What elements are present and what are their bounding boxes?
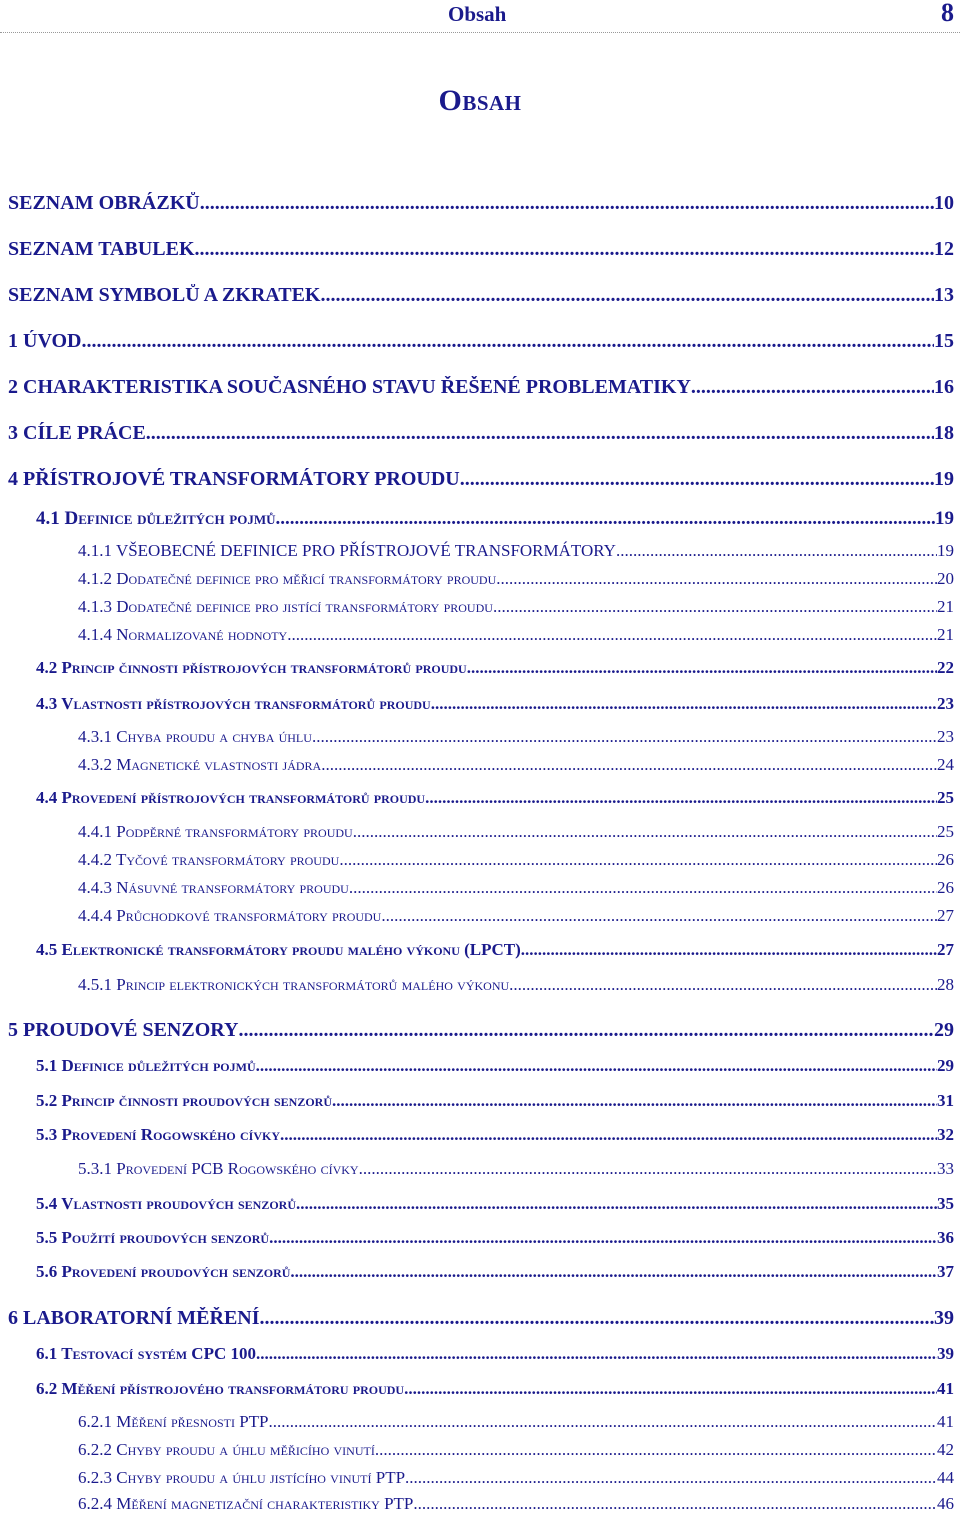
- toc-leader: [332, 1091, 937, 1111]
- toc-entry[interactable]: [36, 694, 954, 714]
- toc-entry[interactable]: [8, 1307, 954, 1330]
- toc-entry-label: 4.4.4 Průchodkové transformátory proudu: [78, 906, 382, 925]
- toc-entry-page: 39: [934, 1307, 954, 1329]
- toc-entry[interactable]: [36, 1344, 954, 1364]
- toc-entry-label: 5.6 Provedení proudových senzorů: [36, 1262, 291, 1281]
- toc-entry-page: 18: [934, 422, 954, 444]
- toc-entry[interactable]: [8, 238, 954, 261]
- toc-leader: [238, 1019, 934, 1042]
- toc-entry[interactable]: [36, 1125, 954, 1145]
- toc-entry-label: 5.3.1 Provedení PCB Rogowského cívky: [78, 1159, 359, 1178]
- toc-entry-label: 6.2.2 Chyby proudu a úhlu měřicího vinutí: [78, 1440, 375, 1459]
- toc-entry[interactable]: [8, 422, 954, 445]
- toc-entry[interactable]: [8, 1019, 954, 1042]
- toc-entry-label: 6.2.3 Chyby proudu a úhlu jistícího vinutí PTP: [78, 1468, 406, 1487]
- toc-entry-label: 3 CÍLE PRÁCE: [8, 422, 146, 444]
- toc-entry[interactable]: [78, 1468, 954, 1488]
- toc-entry-page: 37: [937, 1262, 954, 1281]
- toc-entry-label: 4.3.1 Chyba proudu a chyba úhlu: [78, 727, 312, 746]
- toc-entry-label: SEZNAM OBRÁZKŮ: [8, 192, 200, 214]
- toc-entry-page: 16: [934, 376, 954, 398]
- toc-entry-label: 4.4 Provedení přístrojových transformátorů proudu: [36, 788, 426, 807]
- toc-entry[interactable]: [78, 878, 954, 898]
- toc-entry-label: 4.2 Princip činnosti přístrojových transformátorů proudu: [36, 658, 467, 677]
- toc-entry-label: 5.3 Provedení Rogowského cívky: [36, 1125, 281, 1144]
- toc-leader: [404, 1379, 937, 1399]
- toc-leader: [321, 755, 937, 775]
- toc-entry-label: SEZNAM TABULEK: [8, 238, 195, 260]
- toc-entry-label: 4.5.1 Princip elektronických transformátorů malého výkonu: [78, 975, 510, 994]
- toc-entry[interactable]: [36, 658, 954, 678]
- toc-entry-label: 5.4 Vlastnosti proudových senzorů: [36, 1194, 297, 1213]
- toc-entry[interactable]: [78, 1412, 954, 1432]
- toc-entry[interactable]: [78, 975, 954, 995]
- toc-leader: [290, 1262, 937, 1282]
- toc-entry-page: 31: [937, 1091, 954, 1110]
- toc-entry-page: 35: [937, 1194, 954, 1213]
- toc-leader: [320, 284, 934, 307]
- toc-leader: [287, 625, 937, 645]
- page-number: 8: [941, 0, 954, 27]
- toc-entry-page: 29: [934, 1019, 954, 1041]
- toc-entry-page: 20: [937, 569, 954, 588]
- toc-entry-label: 5.1 Definice důležitých pojmů: [36, 1056, 256, 1075]
- toc-entry-page: 23: [937, 727, 954, 746]
- toc-entry-page: 13: [934, 284, 954, 306]
- toc-entry-label: 1 ÚVOD: [8, 330, 82, 352]
- toc-entry[interactable]: [78, 597, 954, 617]
- toc-leader: [353, 822, 937, 842]
- toc-entry-label: 4.1.1 VŠEOBECNÉ DEFINICE PRO PŘÍSTROJOVÉ TRANSFORMÁTORY: [78, 541, 616, 560]
- toc-entry[interactable]: [36, 940, 954, 960]
- toc-entry-page: 39: [937, 1344, 954, 1363]
- toc-leader: [260, 1307, 934, 1330]
- toc-entry-page: 15: [934, 330, 954, 352]
- toc-leader: [339, 850, 937, 870]
- toc-entry[interactable]: [78, 1440, 954, 1460]
- toc-leader: [405, 1468, 937, 1488]
- toc-entry[interactable]: [78, 822, 954, 842]
- toc-entry[interactable]: [78, 1159, 954, 1179]
- toc-entry-page: 32: [937, 1125, 954, 1144]
- toc-entry[interactable]: [36, 1379, 954, 1399]
- toc-entry-label: 4.1 Definice důležitých pojmů: [36, 508, 276, 529]
- toc-leader: [375, 1440, 937, 1460]
- toc-entry-page: 36: [937, 1228, 954, 1247]
- toc-entry-page: 19: [937, 541, 954, 560]
- toc-entry-label: 4.1.4 Normalizované hodnoty: [78, 625, 288, 644]
- page-title: Obsah: [438, 84, 522, 117]
- toc-leader: [496, 569, 937, 589]
- toc-leader: [359, 1159, 937, 1179]
- toc-entry[interactable]: [78, 727, 954, 747]
- toc-entry-label: 4.3 Vlastnosti přístrojových transformátorů proudu: [36, 694, 431, 713]
- toc-entry-label: 5.5 Použití proudových senzorů: [36, 1228, 270, 1247]
- toc-entry-page: 22: [937, 658, 954, 677]
- toc-entry[interactable]: [36, 1056, 954, 1076]
- toc-entry[interactable]: [78, 1494, 954, 1514]
- toc-entry[interactable]: [36, 788, 954, 808]
- toc-entry-label: 4.5 Elektronické transformátory proudu malého výkonu (LPCT): [36, 940, 521, 959]
- toc-entry-page: 25: [937, 788, 954, 807]
- toc-leader: [493, 597, 937, 617]
- toc-entry[interactable]: [36, 508, 954, 530]
- toc-entry-label: 5 PROUDOVÉ SENZORY: [8, 1019, 239, 1041]
- toc-entry-label: 4.4.2 Tyčové transformátory proudu: [78, 850, 340, 869]
- toc-entry-page: 23: [937, 694, 954, 713]
- toc-entry-page: 12: [934, 238, 954, 260]
- toc-entry[interactable]: [78, 906, 954, 926]
- toc-entry[interactable]: [8, 192, 954, 215]
- page-header: [0, 0, 960, 34]
- toc-entry-label: 4.3.2 Magnetické vlastnosti jádra: [78, 755, 322, 774]
- toc-entry[interactable]: [36, 1091, 954, 1111]
- toc-entry-page: 21: [937, 625, 954, 644]
- toc-leader: [467, 658, 937, 678]
- toc-entry-label: 4 PŘÍSTROJOVÉ TRANSFORMÁTORY PROUDU: [8, 468, 460, 490]
- toc-entry-label: 2 CHARAKTERISTIKA SOUČASNÉHO STAVU ŘEŠENÉ PROBLEMATIKY: [8, 376, 691, 398]
- toc-entry-label: 4.4.1 Podpěrné transformátory proudu: [78, 822, 353, 841]
- toc-entry-label: 5.2 Princip činnosti proudových senzorů: [36, 1091, 332, 1110]
- toc-entry-page: 41: [937, 1412, 954, 1431]
- toc-entry-label: SEZNAM SYMBOLŮ A ZKRATEK: [8, 284, 321, 306]
- toc-entry-label: 6.2 Měření přístrojového transformátoru proudu: [36, 1379, 405, 1398]
- toc-leader: [349, 878, 937, 898]
- toc-entry-page: 46: [937, 1494, 954, 1513]
- toc-entry[interactable]: [36, 1228, 954, 1248]
- toc-leader: [296, 1194, 937, 1214]
- running-title: Obsah: [448, 2, 507, 26]
- toc-entry[interactable]: [78, 541, 954, 561]
- toc-entry-page: 42: [937, 1440, 954, 1459]
- toc-leader: [521, 940, 937, 960]
- toc-leader: [616, 541, 937, 561]
- toc-entry-label: 4.1.2 Dodatečné definice pro měřicí transformátory proudu: [78, 569, 497, 588]
- toc-leader: [269, 1412, 938, 1432]
- toc-entry-page: 24: [937, 755, 954, 774]
- toc-leader: [276, 508, 935, 530]
- toc-entry-page: 25: [937, 822, 954, 841]
- toc-entry-label: 6 LABORATORNÍ MĚŘENÍ: [8, 1307, 260, 1329]
- toc-leader: [413, 1494, 937, 1514]
- toc-entry-page: 28: [937, 975, 954, 994]
- toc-leader: [256, 1344, 937, 1364]
- toc-entry-label: 4.4.3 Násuvné transformátory proudu: [78, 878, 349, 897]
- toc-entry[interactable]: [78, 850, 954, 870]
- toc-entry-page: 26: [937, 878, 954, 897]
- toc-leader: [460, 468, 934, 491]
- toc-entry-label: 6.2.4 Měření magnetizační charakteristiky PTP: [78, 1494, 414, 1513]
- toc-entry-page: 44: [937, 1468, 954, 1487]
- toc-leader: [200, 192, 934, 215]
- toc-entry[interactable]: [8, 468, 954, 491]
- toc-leader: [509, 975, 937, 995]
- toc-entry-page: 27: [937, 906, 954, 925]
- toc-entry-page: 26: [937, 850, 954, 869]
- header-rule: [0, 32, 960, 33]
- toc-entry-label: 4.1.3 Dodatečné definice pro jistící transformátory proudu: [78, 597, 493, 616]
- toc-leader: [256, 1056, 937, 1076]
- toc-leader: [312, 727, 937, 747]
- toc-entry[interactable]: [78, 569, 954, 589]
- toc-entry-label: 6.1 Testovací systém CPC 100: [36, 1344, 256, 1363]
- toc-entry-page: 27: [937, 940, 954, 959]
- toc-entry[interactable]: [78, 755, 954, 775]
- toc-entry[interactable]: [8, 330, 954, 353]
- toc-entry[interactable]: [78, 625, 954, 645]
- toc-entry-page: 29: [937, 1056, 954, 1075]
- toc-leader: [691, 376, 934, 399]
- toc-entry[interactable]: [36, 1194, 954, 1214]
- toc-entry-page: 10: [934, 192, 954, 214]
- toc-leader: [381, 906, 937, 926]
- toc-leader: [431, 694, 937, 714]
- toc-leader: [195, 238, 934, 261]
- toc-entry-label: 6.2.1 Měření přesnosti PTP: [78, 1412, 269, 1431]
- toc-entry-page: 33: [937, 1159, 954, 1178]
- toc-leader: [269, 1228, 937, 1248]
- toc-entry[interactable]: [8, 284, 954, 307]
- toc-entry[interactable]: [8, 376, 954, 399]
- toc-entry[interactable]: [36, 1262, 954, 1282]
- toc-entry-page: 21: [937, 597, 954, 616]
- toc-entry-page: 41: [937, 1379, 954, 1398]
- toc-leader: [82, 330, 935, 353]
- toc-leader: [425, 788, 937, 808]
- toc-leader: [146, 422, 934, 445]
- toc-entry-page: 19: [934, 468, 954, 490]
- toc-leader: [280, 1125, 937, 1145]
- toc-entry-page: 19: [935, 508, 954, 529]
